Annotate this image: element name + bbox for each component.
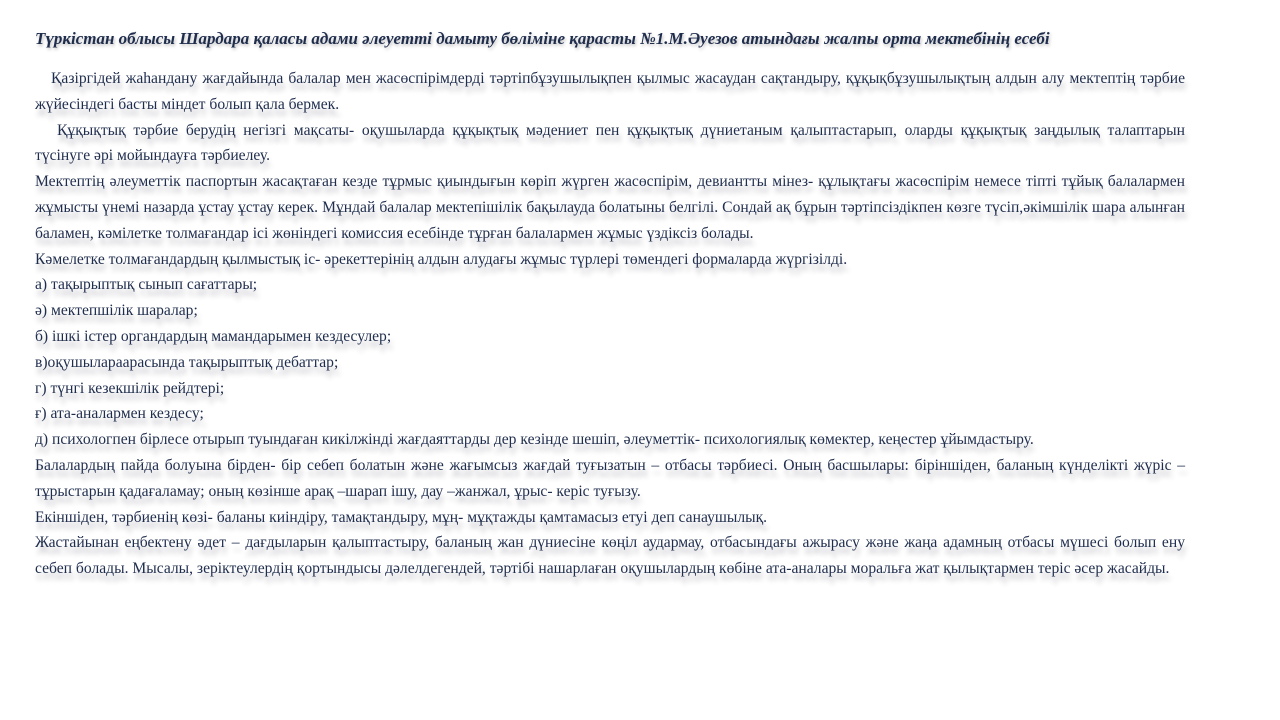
list-item: б) ішкі істер органдардың мамандарымен кездесулер;: [35, 327, 392, 345]
document-title: Түркістан облысы Шардара қаласы адами әлеуетті дамыту бөліміне қарасты №1.М.Әуезов атындағы жалпы орта мектебінің есебі: [35, 29, 1050, 48]
list-item: г) түнгі кезекшілік рейдтері;: [35, 379, 225, 397]
paragraph-intro: Қазіргідей жаһандану жағдайында балалар мен жасөспірімдерді тәртіпбұзушылықпен қылмыс жасаудан сақтандыру, құқықбұзушылықтың алдын алу мектептің тәрбие жүйесіндегі басты міндет болып қала бермек.: [35, 70, 1185, 113]
document-body: [35, 66, 1185, 582]
list-item: д) психологпен бірлесе отырып туындаған кикілжінді жағдаяттарды дер кезінде шешіп, әлеуметтік- психологиялық көмектер, кеңестер ұйымдастыру.: [35, 431, 1034, 449]
list-item: ғ) ата-аналармен кездесу;: [35, 405, 204, 423]
paragraph-family-upbringing: Балалардың пайда болуына бірден- бір себеп болатын және жағымсыз жағдай туғызатын – отбасы тәрбиесі. Оның басшылары: біріншіден, баланың күнделікті жүріс – тұрыстарын қадағаламау; оның көзінше арақ –шарап ішу, дау –жанжал, ұрыс- керіс туғызу.: [35, 456, 1185, 500]
paragraph-secondly: Екіншіден, тәрбиенің көзі- баланы киіндіру, тамақтандыру, мұң- мұқтажды қамтамасыз етуі деп санаушылық.: [35, 508, 768, 526]
list-item: в)оқушылараарасында тақырыптық дебаттар;: [35, 353, 339, 371]
paragraph-legal-education: Құқықтық тәрбие берудің негізгі мақсаты- оқушыларда құқықтық мәдениет пен құқықтық дүниетаным қалыптастарып, оларды құқықтық заңдылық талаптарын түсінуге әрі мойындауға тәрбиелеу.: [35, 121, 1185, 165]
paragraph-work-forms-intro: Кәмелетке толмағандардың қылмыстық іс- әрекеттерінің алдын алудағы жұмыс түрлері төмендегі формаларда жүргізілді.: [35, 250, 848, 268]
list-item: ә) мектепшілік шаралар;: [35, 302, 198, 320]
list-item: а) тақырыптық сынып сағаттары;: [35, 276, 258, 294]
paragraph-social-passport: Мектептің әлеуметтік паспортын жасақтаған кезде тұрмыс қиындығын көріп жүрген жасөспірім, девиантты мінез- құлықтағы жасөспірім немесе тіпті тұйық балалармен жұмысты үнемі назарда ұстау ұстау керек. Мұндай балалар мектепішілік бақылауда болатыны белгілі. Сондай ақ бұрын тәртіпсіздікпен көзге түсіп,әкімшілік шара алынған баламен, кәмілетке толмағандар ісі жөніндегі комиссия есебінде тұрған балалармен жұмыс үздіксіз болады.: [35, 173, 1185, 242]
paragraph-labor-habits: Жастайынан еңбектену әдет – дағдыларын қалыптастыру, баланың жан дүниесіне көңіл аудармау, отбасындағы ажырасу және жаңа адамның отбасы мүшесі болып ену себеп болады. Мысалы, зеріктеулердің қортындысы дәлелдегендей, тәртібі нашарлаған оқушылардың көбіне ата-аналары моральға жат қылықтармен теріс әсер жасайды.: [35, 534, 1185, 578]
